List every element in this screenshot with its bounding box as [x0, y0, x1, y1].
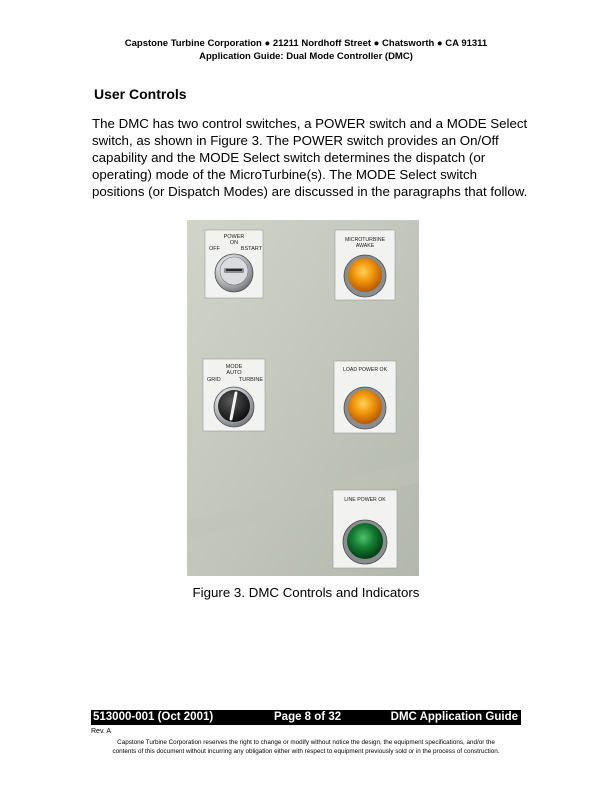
power-label-bstart: BSTART	[240, 246, 262, 252]
figure-caption: Figure 3. DMC Controls and Indicators	[192, 585, 420, 600]
load-power-label: LOAD POWER OK	[342, 367, 388, 373]
section-title: User Controls	[94, 86, 187, 102]
load-power-ok-indicator	[334, 361, 396, 433]
footer-guide-title: DMC Application Guide	[390, 711, 518, 723]
mode-label-auto: AUTO	[226, 370, 242, 376]
power-label-on: ON	[229, 240, 239, 246]
header-guide-title: Application Guide: Dual Mode Controller (DMC)	[199, 51, 413, 62]
dmc-controls-photo	[187, 220, 419, 576]
footer-doc-number: 513000-001 (Oct 2001)	[93, 711, 214, 723]
power-label-title: POWER	[223, 234, 245, 240]
mode-label-title: MODE	[225, 364, 243, 370]
footer-disclaimer-line1: Capstone Turbine Corporation reserves the right to change or modify without notice the design, the equipment specifications, and/or the	[117, 739, 495, 746]
header-company-line: Capstone Turbine Corporation ● 21211 Nordhoff Street ● Chatsworth ● CA 91311	[124, 38, 488, 49]
footer-disclaimer-line2: contents of this document without incurring any obligation either with respect to equipment previously sold or in the process of construction.	[112, 748, 500, 755]
microturbine-awake-indicator	[335, 230, 395, 300]
footer-page-number: Page 8 of 32	[274, 711, 342, 723]
power-label-off: OFF	[209, 246, 220, 252]
mode-label-turbine: TURBINE	[238, 377, 263, 383]
line-power-ok-indicator	[333, 490, 397, 568]
footer-disclaimer	[80, 738, 532, 756]
power-switch	[205, 230, 263, 298]
mode-label-grid: GRID	[207, 377, 221, 383]
footer-bar	[91, 710, 521, 725]
awake-label-line2: AWAKE	[355, 243, 375, 249]
footer-revision: Rev. A	[91, 728, 112, 735]
mode-select-switch	[203, 359, 265, 431]
awake-label-line1: MICROTURBINE	[344, 237, 386, 243]
line-power-label: LINE POWER OK	[344, 497, 386, 503]
section-body: The DMC has two control switches, a POWER switch and a MODE Select switch, as shown in Figure 3. The POWER switch provides an On/Off capability and the MODE Select switch determines the dispatch (or operating) mode of the MicroTurbine(s). The MODE Select switch positions (or Dispatch Modes) are discussed in the paragraphs that follow.	[92, 116, 528, 199]
